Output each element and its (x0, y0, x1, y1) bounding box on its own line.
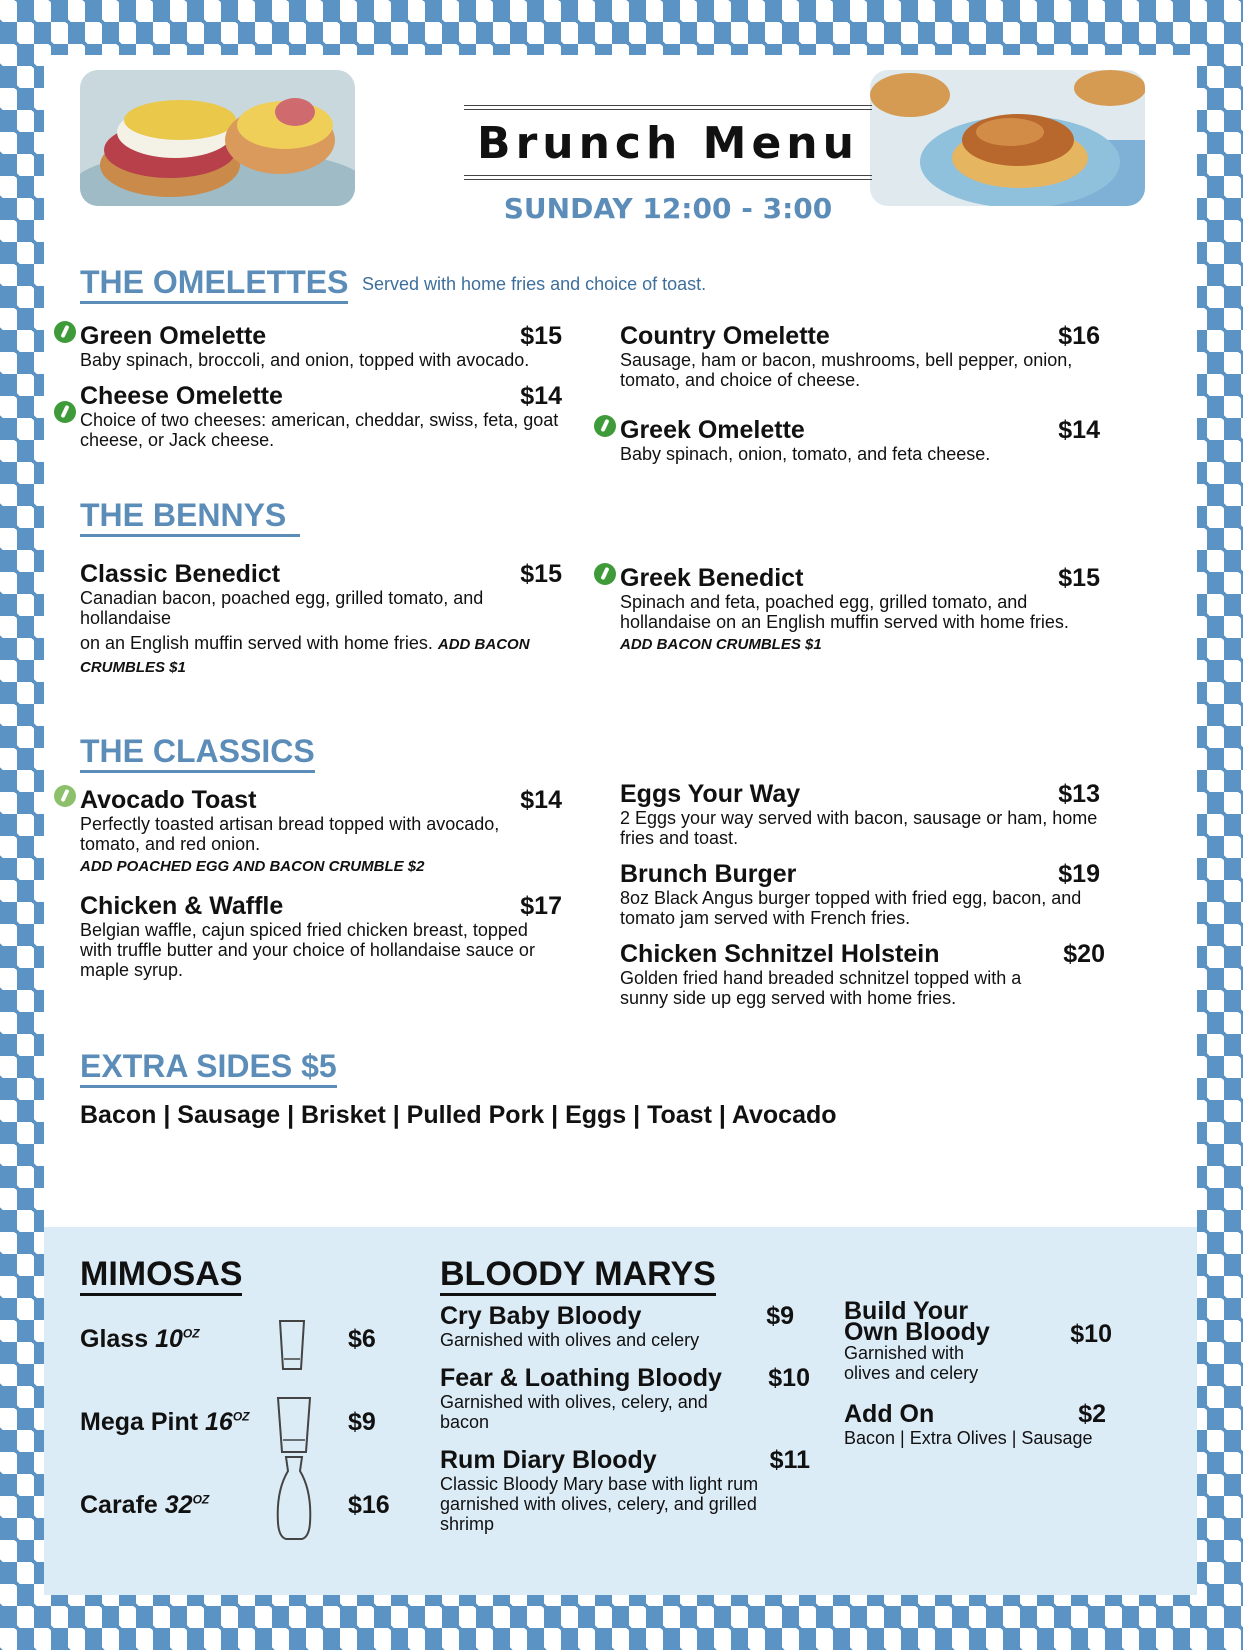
glass-icon (272, 1315, 312, 1375)
item-addon: ADD BACON CRUMBLES $1 (620, 636, 822, 653)
mimosa-mega-pint (80, 1382, 400, 1472)
mimosa-name: Glass (80, 1325, 149, 1353)
item-description: Baby spinach, onion, tomato, and feta cheese. (620, 444, 991, 464)
item-name (80, 1491, 209, 1520)
item-name: Brunch Burger (620, 860, 797, 888)
bennys-heading: THE BENNYS (80, 498, 300, 537)
item-name: Cheese Omelette (80, 382, 283, 410)
item-description: Choice of two cheeses: american, cheddar, swiss, feta, goat cheese, or Jack cheese. (80, 410, 559, 450)
item-name: Greek Omelette (620, 416, 805, 444)
carafe-icon (272, 1453, 316, 1543)
mimosa-unit: OZ (232, 1409, 250, 1424)
omelettes-note: Served with home fries and choice of toast. (362, 274, 707, 294)
item-name: Country Omelette (620, 322, 830, 350)
item-description: Golden fried hand breaded schnitzel topped with a sunny side up egg served with home fries. (620, 968, 1022, 1008)
item-price: $17 (520, 892, 562, 920)
menu-item-greek-omelette (620, 417, 1100, 464)
classics-heading: THE CLASSICS (80, 734, 315, 773)
item-name: Rum Diary Bloody (440, 1446, 657, 1474)
mimosa-name: Mega Pint (80, 1408, 199, 1436)
item-description: Sausage, ham or bacon, mushrooms, bell pepper, onion, tomato, and choice of cheese. (620, 350, 1073, 390)
menu-item-avocado-toast (80, 787, 562, 878)
menu-item-cheese-omelette (80, 383, 562, 450)
item-price: $16 (348, 1491, 390, 1519)
menu-item-green-omelette (80, 323, 562, 370)
menu-item-chicken-waffle (80, 893, 562, 980)
item-name: Chicken & Waffle (80, 892, 284, 920)
item-price: $15 (520, 322, 562, 350)
mimosas-heading: MIMOSAS (80, 1257, 242, 1296)
item-name (80, 1408, 250, 1437)
menu-item-country-omelette (620, 323, 1100, 390)
drinks-section (44, 1227, 1197, 1595)
item-description: Spinach and feta, poached egg, grilled tomato, and hollandaise on an English muffin served with home fries. (620, 592, 1069, 632)
item-price: $6 (348, 1325, 376, 1353)
menu-item-chicken-schnitzel (620, 941, 1105, 1008)
mimosa-size: 32 (164, 1491, 193, 1519)
mimosa-unit: OZ (192, 1492, 210, 1507)
mimosa-unit: OZ (182, 1326, 200, 1341)
avocado-icon (54, 785, 76, 807)
item-description: Bacon | Extra Olives | Sausage (844, 1428, 1093, 1448)
item-addon: ADD BACON CRUMBLES $1 (80, 636, 530, 676)
item-name: Chicken Schnitzel Holstein (620, 940, 940, 968)
item-price: $10 (768, 1364, 810, 1392)
bloody-marys-heading: BLOODY MARYS (440, 1257, 716, 1296)
bloody-add-on (844, 1401, 1106, 1448)
item-description: Baby spinach, broccoli, and onion, topped with avocado. (80, 350, 530, 370)
mimosa-name: Carafe (80, 1491, 158, 1519)
item-name: Cry Baby Bloody (440, 1302, 642, 1330)
vegetarian-icon (54, 321, 76, 343)
item-description-continued (80, 633, 562, 679)
item-price: $9 (766, 1302, 794, 1330)
menu-title-block (464, 105, 872, 225)
item-price: $10 (1070, 1320, 1112, 1348)
item-description: Garnished with olives and celery (844, 1343, 979, 1383)
vegetarian-icon (54, 401, 76, 423)
item-price: $15 (1058, 564, 1100, 592)
item-description: 2 Eggs your way served with bacon, sausage or ham, home fries and toast. (620, 808, 1098, 848)
mimosa-size: 10 (155, 1325, 183, 1353)
item-price: $11 (769, 1446, 810, 1474)
item-description-tail: on an English muffin served with home fries. (80, 633, 433, 653)
bloody-rum-diary (440, 1447, 810, 1534)
menu-item-brunch-burger (620, 861, 1100, 928)
item-description: Garnished with olives and celery (440, 1330, 700, 1350)
item-name: Green Omelette (80, 322, 267, 350)
item-description: Perfectly toasted artisan bread topped with avocado, tomato, and red onion. (80, 814, 500, 854)
menu-item-greek-benedict (620, 565, 1100, 656)
item-description: Classic Bloody Mary base with light rum garnished with olives, celery, and grilled shrimp (440, 1474, 759, 1534)
omelettes-heading: THE OMELETTES (80, 265, 348, 304)
item-description: 8oz Black Angus burger topped with fried egg, bacon, and tomato jam served with French fries. (620, 888, 1082, 928)
item-name: Greek Benedict (620, 564, 804, 592)
vegetarian-icon (594, 415, 616, 437)
item-price: $14 (1058, 416, 1100, 444)
vegetarian-icon (594, 563, 616, 585)
item-name: Classic Benedict (80, 560, 281, 588)
bloody-cry-baby (440, 1303, 794, 1350)
item-name: Build Your Own Bloody (844, 1297, 990, 1346)
item-price: $9 (348, 1408, 376, 1436)
item-price: $16 (1058, 322, 1100, 350)
mimosa-size: 16 (205, 1408, 233, 1436)
item-name: Fear & Loathing Bloody (440, 1364, 722, 1392)
title-rule-bottom (464, 175, 872, 180)
item-price: $13 (1058, 780, 1100, 808)
item-price: $15 (520, 560, 562, 588)
item-description: Canadian bacon, poached egg, grilled tomato, and hollandaise (80, 588, 484, 628)
item-name: Eggs Your Way (620, 780, 801, 808)
menu-item-eggs-your-way (620, 781, 1100, 848)
pint-glass-icon (272, 1392, 316, 1458)
item-price: $20 (1063, 940, 1105, 968)
mimosa-glass (80, 1299, 400, 1389)
extra-sides-heading: EXTRA SIDES $5 (80, 1049, 337, 1088)
item-name: Avocado Toast (80, 786, 257, 814)
item-description: Garnished with olives, celery, and bacon (440, 1392, 708, 1432)
bloody-fear-loathing (440, 1365, 810, 1432)
item-price: $19 (1058, 860, 1100, 888)
item-addon: ADD POACHED EGG AND BACON CRUMBLE $2 (80, 858, 425, 875)
extra-sides-list: Bacon | Sausage | Brisket | Pulled Pork | Eggs | Toast | Avocado (80, 1101, 837, 1129)
chicken-waffle-photo (870, 70, 1145, 206)
item-name: Add On (844, 1400, 935, 1428)
menu-item-classic-benedict (80, 561, 562, 679)
eggs-benedict-photo (80, 70, 355, 206)
page-title: Brunch Menu (477, 118, 859, 169)
item-description: Belgian waffle, cajun spiced fried chicken breast, topped with truffle butter and your choice of hollandaise sauce or maple syrup. (80, 920, 535, 980)
item-price: $14 (520, 786, 562, 814)
menu-sheet (44, 55, 1197, 1595)
bloody-build-your-own (844, 1297, 1112, 1383)
mimosa-carafe (80, 1465, 400, 1555)
item-name (80, 1325, 200, 1354)
item-price: $2 (1078, 1400, 1106, 1428)
item-price: $14 (520, 382, 562, 410)
service-hours: SUNDAY 12:00 - 3:00 (503, 192, 833, 225)
